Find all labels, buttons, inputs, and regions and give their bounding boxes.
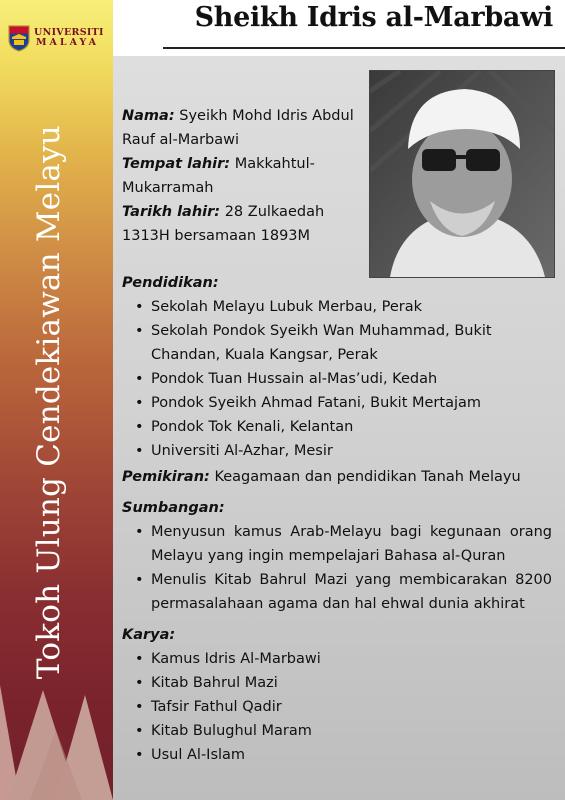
list-item: • Universiti Al-Azhar, Mesir [151,439,552,463]
university-logo [8,24,104,52]
nama-label: Nama: [122,108,175,124]
pendidikan-label: Pendidikan: [122,275,219,291]
biodata [122,104,364,248]
list-item: • Usul Al-Islam [151,743,552,767]
list-item: • Sekolah Pondok Syeikh Wan Muhammad, Bukit Chandan, Kuala Kangsar, Perak [151,319,552,367]
decorative-spikes [0,675,113,800]
karya-label: Karya: [122,627,176,643]
sumbangan-section [122,496,552,616]
sidebar-title: Tokoh Ulung Cendekiawan Melayu [31,125,67,680]
sumbangan-label: Sumbangan: [122,500,225,516]
list-item: • Kamus Idris Al-Marbawi [151,647,552,671]
logo-line1: UNIVERSITI [34,27,104,38]
list-item: • Kitab Bahrul Mazi [151,671,552,695]
sidebar-title-wrap [10,90,88,715]
karya-section [122,623,552,767]
nama-value: Syeikh Mohd Idris Abdul Rauf al-Marbawi [122,108,354,148]
pendidikan-section [122,271,552,463]
list-item: • Kitab Bulughul Maram [151,719,552,743]
logo-line2: MALAYA [36,37,100,48]
tarikh-value: 28 Zulkaedah 1313H bersamaan 1893M [122,204,325,244]
list-item: • Pondok Syeikh Ahmad Fatani, Bukit Mertajam [151,391,552,415]
tempat-value: Makkahtul-Mukarramah [122,156,315,196]
tempat-label: Tempat lahir: [122,156,231,172]
pemikiran-value: Keagamaan dan pendidikan Tanah Melayu [214,469,521,485]
header [113,0,565,56]
portrait-image [370,71,554,277]
list-item: • Menyusun kamus Arab-Melayu bagi kegunaan orang Melayu yang ingin mempelajari Bahasa al-Quran [151,520,552,568]
tarikh-label: Tarikh lahir: [122,204,221,220]
pemikiran-label: Pemikiran: [122,469,210,485]
title-underline [163,47,565,49]
list-item: • Pondok Tuan Hussain al-Mas’udi, Kedah [151,367,552,391]
list-item: • Menulis Kitab Bahrul Mazi yang membicarakan 8200 permasalahaan agama dan hal ehwal dunia akhirat [151,568,552,616]
list-item: • Tafsir Fathul Qadir [151,695,552,719]
content-panel [113,56,565,800]
pemikiran-section [122,465,552,489]
portrait-photo [369,70,555,278]
sidebar-banner [0,0,113,800]
page-title: Sheikh Idris al-Marbawi [194,2,553,33]
list-item: • Sekolah Melayu Lubuk Merbau, Perak [151,295,552,319]
list-item: • Pondok Tok Kenali, Kelantan [151,415,552,439]
crest-icon [8,24,30,52]
